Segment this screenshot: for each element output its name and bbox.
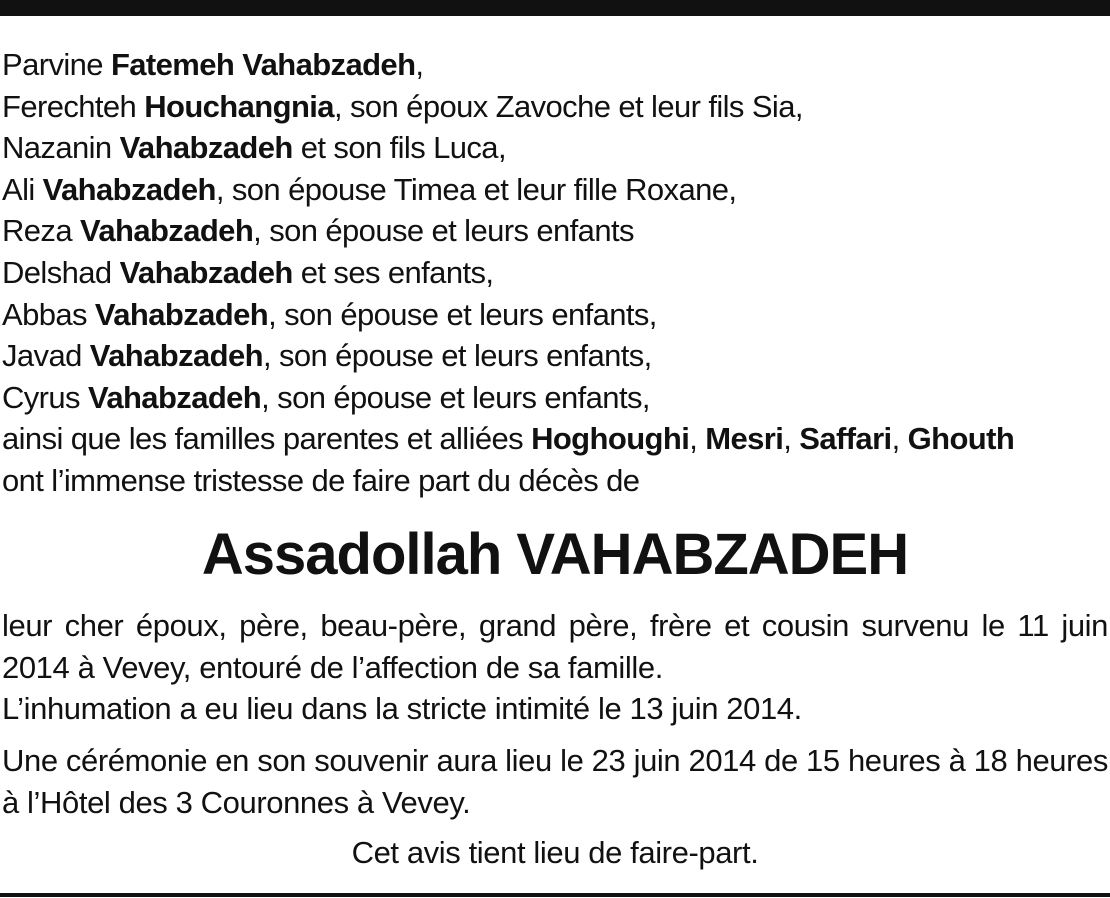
burial-paragraph: L’inhumation a eu lieu dans la stricte intimité le 13 juin 2014. — [2, 691, 802, 726]
family-line — [2, 335, 1110, 377]
given-name: Reza — [2, 213, 80, 249]
family-name: Vahabzadeh — [94, 296, 269, 332]
family-name: Vahabzadeh — [89, 338, 263, 374]
allied-family-name: Ghouth — [907, 421, 1015, 457]
family-name: Vahabzadeh — [87, 379, 262, 415]
allied-family-name: Saffari — [799, 421, 892, 457]
family-name: Fatemeh Vahabzadeh — [110, 47, 416, 82]
family-name: Vahabzadeh — [119, 130, 293, 166]
allied-families-intro: ainsi que les familles parentes et alliées — [2, 421, 532, 457]
given-name: Nazanin — [2, 130, 120, 166]
family-line — [2, 294, 1110, 336]
top-rule — [0, 0, 1110, 16]
family-line-rest: , — [415, 47, 424, 82]
family-line-rest: , son épouse et leurs enfants, — [262, 338, 652, 374]
given-name: Javad — [2, 338, 90, 374]
given-name: Cyrus — [2, 379, 88, 415]
family-name: Vahabzadeh — [42, 171, 216, 207]
family-line — [2, 86, 1110, 128]
family-line — [2, 252, 1110, 294]
family-name: Vahabzadeh — [119, 254, 293, 290]
family-line — [2, 377, 1110, 419]
family-line-rest: , son épouse et leurs enfants — [253, 213, 634, 249]
ceremony-paragraph: Une cérémonie en son souvenir aura lieu le 23 juin 2014 de 15 heures à 18 heures à l’Hôtel des 3 Couronnes à Vevey. — [2, 743, 1108, 820]
family-name: Vahabzadeh — [79, 213, 254, 249]
given-name: Ali — [2, 171, 43, 207]
family-line-rest: et son fils Luca, — [292, 130, 506, 166]
given-name: Abbas — [2, 296, 95, 332]
bottom-rule — [0, 893, 1110, 897]
notice-paragraph: leur cher époux, père, beau-père, grand père, frère et cousin survenu le 11 juin 2014 à Vevey, entouré de l’affection de sa famille. — [2, 608, 1108, 685]
deceased-name: Assadollah VAHABZADEH — [201, 522, 909, 587]
family-line-rest: , son épouse et leurs enfants, — [261, 379, 650, 415]
allied-family-name: Mesri — [705, 421, 784, 457]
given-name: Ferechteh — [2, 88, 145, 124]
family-line-rest: , son épouse et leurs enfants, — [268, 296, 657, 332]
family-name: Houchangnia — [144, 88, 334, 124]
given-name: Delshad — [2, 254, 120, 290]
given-name: Parvine — [2, 47, 111, 82]
allied-families-line: ainsi que les familles parentes et alliées Hoghoughi, Mesri, Saffari, Ghouth — [2, 421, 1015, 457]
family-line-rest: , son époux Zavoche et leur fils Sia, — [333, 88, 803, 124]
family-list — [2, 44, 1110, 502]
family-line-rest: , son épouse Timea et leur fille Roxane, — [215, 171, 737, 207]
family-line — [2, 127, 1110, 169]
family-line — [2, 44, 1110, 86]
family-line — [2, 169, 1110, 211]
allied-family-name: Hoghoughi — [531, 421, 690, 457]
family-line — [2, 210, 1110, 252]
announcement-line: ont l’immense tristesse de faire part du décès de — [2, 462, 640, 498]
family-line-rest: et ses enfants, — [292, 254, 494, 290]
closing-line: Cet avis tient lieu de faire-part. — [351, 835, 759, 870]
